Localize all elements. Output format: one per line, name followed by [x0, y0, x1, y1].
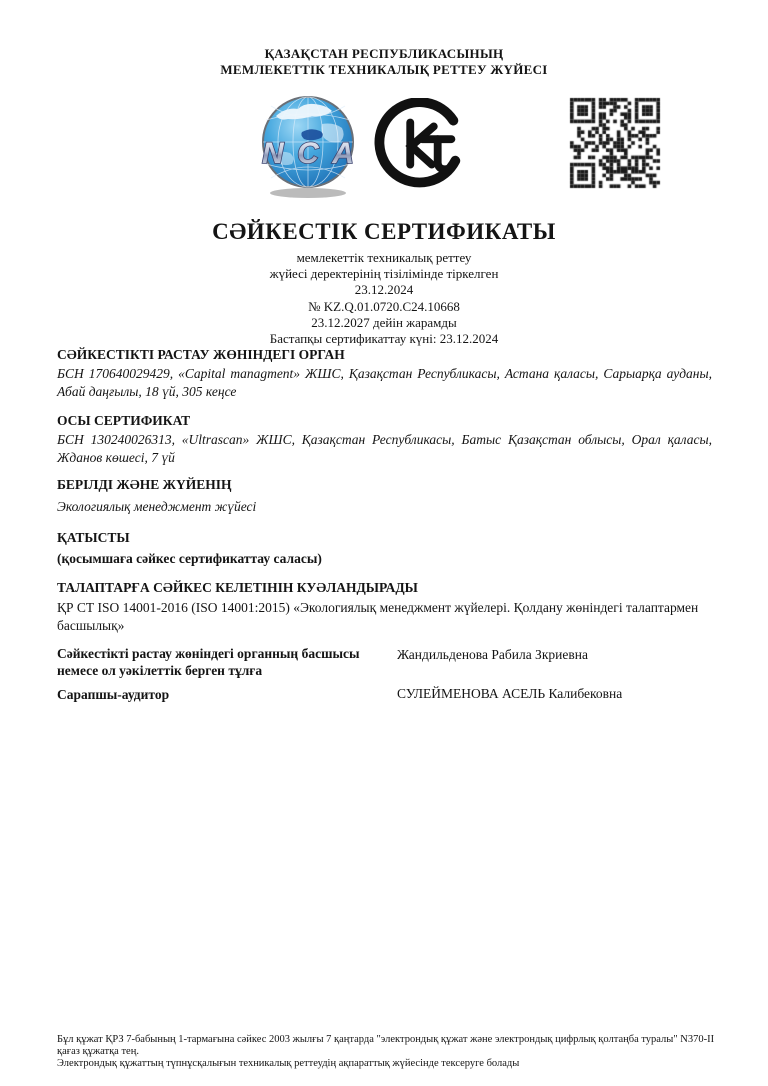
certificate-title: СӘЙКЕСТІК СЕРТИФИКАТЫ	[212, 219, 556, 244]
kt-mark-icon	[372, 98, 472, 196]
section-holder-heading: ОСЫ СЕРТИФИКАТ	[57, 413, 191, 428]
qr-code	[568, 96, 662, 190]
section-standard-text: ҚР СТ ISO 14001-2016 (ISO 14001:2015) «Экологиялық менеджмент жүйелері. Қолдану жөніндегі талаптармен басшылық»	[57, 600, 699, 633]
signature-head-name: Жандильденова Рабила Зкриевна	[397, 647, 588, 662]
nca-globe-icon	[258, 94, 358, 200]
nca-logo-text: NCA	[262, 137, 354, 170]
section-org-text: БСН 170640029429, «Capital managment» ЖШС, Қазақстан Республикасы, Астана қаласы, Сарыарқа ауданы, Абай даңғылы, 18 үй, 305 кеңсе	[57, 366, 712, 399]
header-line1: ҚАЗАҚСТАН РЕСПУБЛИКАСЫНЫҢ	[264, 46, 504, 61]
signature-auditor-name: СУЛЕЙМЕНОВА АСЕЛЬ Калибековна	[397, 686, 623, 701]
footer-line1: Бұл құжат ҚРЗ 7-бабының 1-тармағына сәйкес 2003 жылғы 7 қаңтарда "электрондық құжат және электрондық цифрлық қолтаңба туралы" N370-II қағаз құжатқа тең.	[57, 1034, 715, 1057]
document-footer	[57, 1034, 719, 1069]
nca-globe-logo	[258, 94, 358, 200]
registration-line1: мемлекеттік техникалық реттеу	[296, 250, 472, 265]
section-scope-note: (қосымшаға сәйкес сертификаттау саласы)	[57, 551, 322, 566]
certificate-number: № KZ.Q.01.0720.C24.10668	[308, 298, 460, 314]
valid-until: 23.12.2027 дейін жарамды	[311, 314, 457, 330]
initial-cert-date: Бастапқы сертификаттау күні: 23.12.2024	[269, 331, 499, 347]
section-system-text: Экологиялық менеджмент жүйесі	[57, 499, 257, 514]
section-standard-heading: ТАЛАПТАРҒА СӘЙКЕС КЕЛЕТІНІН КУӘЛАНДЫРАДЫ	[57, 580, 418, 595]
registration-block	[0, 250, 768, 347]
section-holder-text: БСН 130240026313, «Ultrascan» ЖШС, Қазақстан Республикасы, Батыс Қазақстан облысы, Орал қаласы, Жданов көшесі, 7 үй	[57, 432, 712, 465]
signature-head-label: Сәйкестікті растау жөніндегі органның басшысы немесе ол уәкілеттік берген тұлға	[57, 646, 360, 678]
section-system-heading: БЕРІЛДІ ЖӘНЕ ЖҮЙЕНІҢ	[57, 477, 232, 492]
signature-auditor-label: Сарапшы-аудитор	[57, 687, 170, 702]
kt-conformity-mark	[372, 98, 472, 196]
section-org-heading: СӘЙКЕСТІКТІ РАСТАУ ЖӨНІНДЕГІ ОРГАН	[57, 347, 345, 362]
footer-line2: Электрондық құжаттың түпнұсқалығын техникалық реттеудің ақпараттық жүйесінде тексеруге болады	[57, 1057, 520, 1069]
section-scope-heading: ҚАТЫСТЫ	[57, 530, 130, 545]
registration-date: 23.12.2024	[354, 282, 414, 298]
header-line2: МЕМЛЕКЕТТІК ТЕХНИКАЛЫҚ РЕТТЕУ ЖҮЙЕСІ	[220, 62, 548, 77]
registration-line2: жүйесі деректерінің тізілімінде тіркелген	[269, 266, 499, 282]
document-header	[0, 46, 768, 78]
